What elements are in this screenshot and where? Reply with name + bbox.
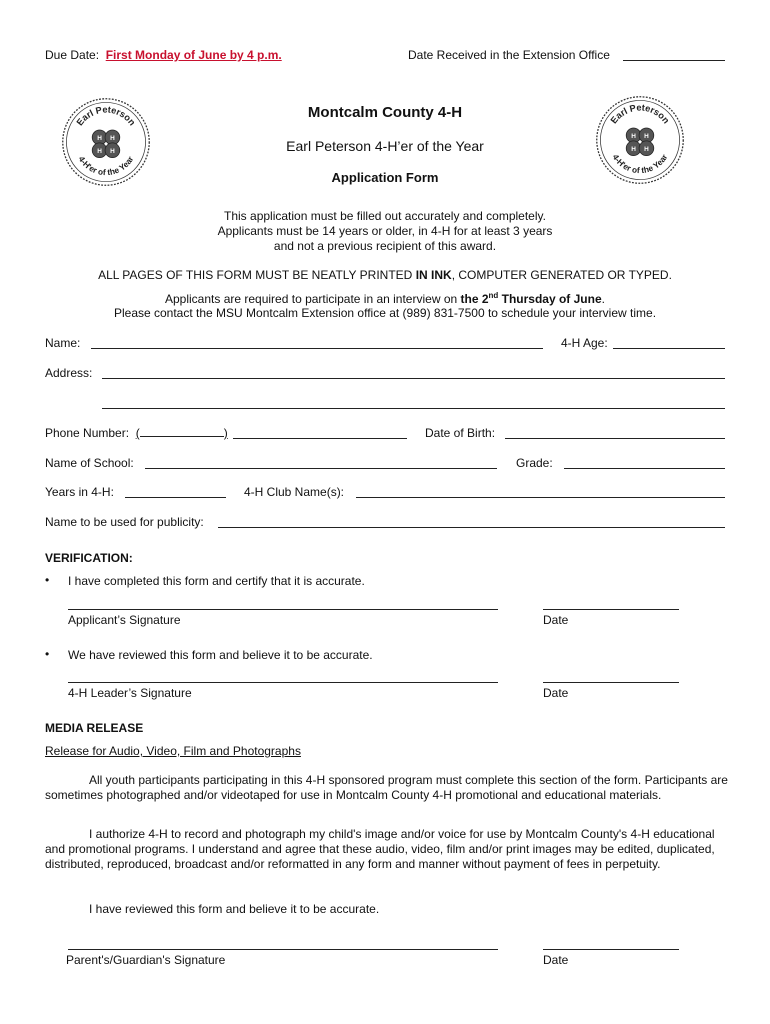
contact-notice: Please contact the MSU Montcalm Extension office at (989) 831-7500 to schedule your interview time.	[113, 306, 657, 320]
publicity-name-field[interactable]	[218, 527, 725, 528]
leader-signature-label: 4-H Leader’s Signature	[68, 686, 192, 700]
verification-heading: VERIFICATION:	[45, 551, 133, 565]
media-paragraph-1: All youth participants participating in this 4-H sponsored program must complete this section of the form. Participants are sometimes photographed and/or videotaped for use in Montcalm County 4-H promotional and educational materials.	[45, 773, 728, 802]
media-release-heading: MEDIA RELEASE	[45, 721, 144, 735]
club-label: 4-H Club Name(s):	[244, 485, 345, 499]
svg-text:H: H	[644, 133, 649, 141]
date-received-line[interactable]	[623, 60, 725, 61]
leader-date-field[interactable]	[543, 682, 679, 683]
date-received-label: Date Received in the Extension Office	[408, 48, 610, 62]
svg-text:H: H	[110, 148, 115, 156]
svg-text:4-H'er of the Year: 4-H'er of the Year	[610, 152, 670, 176]
publicity-name-label: Name to be used for publicity:	[45, 515, 204, 529]
name-label: Name:	[45, 336, 81, 350]
applicant-date-field[interactable]	[543, 609, 679, 610]
verification-item-2: We have reviewed this form and believe it to be accurate.	[68, 648, 373, 662]
applicant-signature-field[interactable]	[68, 609, 498, 610]
address-label: Address:	[45, 366, 93, 380]
guardian-signature-field[interactable]	[68, 949, 498, 950]
svg-text:H: H	[97, 148, 102, 156]
address-field-line-1[interactable]	[102, 378, 725, 379]
address-field-line-2[interactable]	[102, 408, 725, 409]
age-label: 4-H Age:	[561, 336, 608, 350]
school-label: Name of School:	[45, 456, 134, 470]
title-county: Montcalm County 4-H	[307, 104, 463, 121]
svg-text:H: H	[631, 133, 636, 141]
guardian-date-field[interactable]	[543, 949, 679, 950]
applicant-signature-label: Applicant’s Signature	[68, 613, 181, 627]
media-paragraph-2: I authorize 4-H to record and photograph my child's image and/or voice for use by Montcalm County's 4-H educational and promotional programs. I understand and agree that these audio, video, film and/or print images may be edited, duplicated, distributed, reproduced, broadcast and/or reformatted in any form and manner without payment of fees in perpetuity.	[45, 827, 715, 871]
svg-text:H: H	[110, 135, 115, 143]
intro-line-2: Applicants must be 14 years or older, in 4-H for at least 3 years	[217, 224, 553, 238]
years-label: Years in 4-H:	[45, 485, 114, 499]
applicant-date-label: Date	[543, 613, 569, 627]
guardian-date-label: Date	[543, 953, 569, 967]
age-field[interactable]	[613, 348, 725, 349]
svg-text:H: H	[631, 146, 636, 154]
grade-field[interactable]	[564, 468, 725, 469]
phone-field[interactable]	[233, 438, 407, 439]
school-field[interactable]	[145, 468, 497, 469]
phone-label: Phone Number: ( )	[45, 426, 228, 440]
svg-text:4-H'er of the Year: 4-H'er of the Year	[76, 154, 136, 178]
dob-label: Date of Birth:	[425, 426, 496, 440]
media-release-subheading: Release for Audio, Video, Film and Photographs	[45, 744, 301, 758]
svg-text:Earl Peterson: Earl Peterson	[74, 104, 138, 128]
leader-date-label: Date	[543, 686, 569, 700]
guardian-signature-label: Parent's/Guardian's Signature	[66, 953, 226, 967]
bullet-icon: •	[45, 573, 50, 587]
interview-notice: Applicants are required to participate in an interview on the 2nd Thursday of June.	[165, 291, 605, 306]
club-field[interactable]	[356, 497, 725, 498]
title-award: Earl Peterson 4-H’er of the Year	[286, 138, 484, 154]
bullet-icon: •	[45, 647, 50, 661]
grade-label: Grade:	[516, 456, 553, 470]
dob-field[interactable]	[505, 438, 725, 439]
leader-signature-field[interactable]	[68, 682, 498, 683]
svg-text:Earl Peterson: Earl Peterson	[608, 102, 672, 126]
due-date-label: Due Date: First Monday of June by 4 p.m.	[45, 48, 282, 62]
svg-text:H: H	[644, 146, 649, 154]
svg-text:H: H	[97, 135, 102, 143]
intro-line-1: This application must be filled out accurately and completely.	[224, 209, 546, 223]
name-field[interactable]	[91, 348, 543, 349]
verification-item-1: I have completed this form and certify that it is accurate.	[68, 574, 365, 588]
intro-line-3: and not a previous recipient of this award.	[273, 239, 497, 253]
print-in-ink-notice: ALL PAGES OF THIS FORM MUST BE NEATLY PRINTED IN INK, COMPUTER GENERATED OR TYPED.	[98, 268, 672, 282]
due-date-value: First Monday of June by 4 p.m.	[105, 48, 282, 62]
years-field[interactable]	[125, 497, 226, 498]
media-paragraph-3: I have reviewed this form and believe it to be accurate.	[89, 902, 380, 916]
title-form: Application Form	[331, 170, 439, 185]
